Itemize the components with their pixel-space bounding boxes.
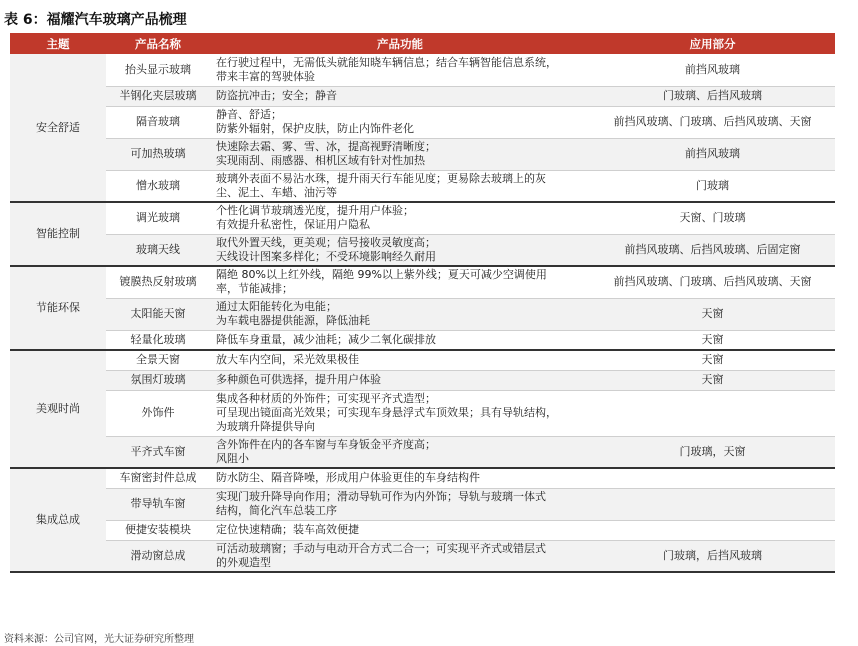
header-topic: 主题 bbox=[10, 33, 106, 54]
product-function-cell bbox=[210, 138, 590, 170]
topic-cell: 节能环保 bbox=[10, 266, 106, 350]
application-cell: 天窗 bbox=[590, 370, 835, 390]
function-line: 玻璃外表面不易沾水珠，提升雨天行车能见度；更易除去玻璃上的灰 bbox=[216, 171, 546, 185]
function-line: 放大车内空间，采光效果极佳 bbox=[216, 353, 359, 367]
table-row bbox=[10, 266, 835, 298]
table-row bbox=[10, 86, 835, 106]
function-line: 天线设计图案多样化；不受环境影响经久耐用 bbox=[216, 249, 436, 263]
function-line: 可活动玻璃窗；手动与电动开合方式二合一；可实现平齐式或错层式 bbox=[216, 541, 546, 555]
application-cell bbox=[590, 520, 835, 540]
function-line: 集成各种材质的外饰件；可实现平齐式造型； bbox=[216, 392, 436, 405]
product-name-cell: 憎水玻璃 bbox=[106, 170, 210, 202]
application-cell: 天窗 bbox=[590, 330, 835, 350]
function-line: 静音、舒适； bbox=[216, 108, 282, 121]
table-row bbox=[10, 540, 835, 572]
table-row bbox=[10, 138, 835, 170]
function-line: 通过太阳能转化为电能； bbox=[216, 300, 337, 313]
product-table bbox=[10, 33, 835, 573]
product-function-cell bbox=[210, 54, 590, 86]
function-line: 防水防尘、隔音降噪，形成用户体验更佳的车身结构件 bbox=[216, 471, 480, 485]
topic-cell: 集成总成 bbox=[10, 468, 106, 572]
product-function-cell bbox=[210, 488, 590, 520]
function-line: 定位快速精确；装车高效便捷 bbox=[216, 523, 359, 536]
table-row bbox=[10, 488, 835, 520]
product-function-cell bbox=[210, 370, 590, 390]
application-cell: 前挡风玻璃、后挡风玻璃、后固定窗 bbox=[590, 234, 835, 266]
function-line: 为玻璃升降提供导向 bbox=[216, 420, 315, 433]
product-function-cell bbox=[210, 520, 590, 540]
product-function-cell bbox=[210, 170, 590, 202]
topic-cell: 安全舒适 bbox=[10, 54, 106, 202]
product-name-cell: 隔音玻璃 bbox=[106, 106, 210, 138]
table-row bbox=[10, 468, 835, 488]
function-line: 结构，简化汽车总装工序 bbox=[216, 504, 337, 517]
table-row bbox=[10, 370, 835, 390]
header-product-function: 产品功能 bbox=[210, 33, 590, 54]
application-cell: 门玻璃，天窗 bbox=[590, 436, 835, 468]
source-note: 资料来源：公司官网，光大证券研究所整理 bbox=[4, 634, 194, 645]
product-function-cell bbox=[210, 350, 590, 370]
function-line: 尘、泥土、车蜡、油污等 bbox=[216, 185, 337, 199]
header-row bbox=[10, 33, 835, 54]
product-function-cell bbox=[210, 468, 590, 488]
product-name-cell: 半钢化夹层玻璃 bbox=[106, 86, 210, 106]
function-line: 带来丰富的驾驶体验 bbox=[216, 69, 315, 83]
application-cell bbox=[590, 488, 835, 520]
function-line: 多种颜色可供选择，提升用户体验 bbox=[216, 373, 381, 386]
application-cell: 前挡风玻璃 bbox=[590, 54, 835, 86]
product-name-cell: 太阳能天窗 bbox=[106, 298, 210, 330]
application-cell: 门玻璃，后挡风玻璃 bbox=[590, 540, 835, 572]
table-row bbox=[10, 520, 835, 540]
product-function-cell bbox=[210, 390, 590, 436]
product-function-cell bbox=[210, 202, 590, 234]
product-name-cell: 平齐式车窗 bbox=[106, 436, 210, 468]
function-line: 率，节能减排； bbox=[216, 282, 293, 296]
header-product-name: 产品名称 bbox=[106, 33, 210, 54]
product-function-cell bbox=[210, 266, 590, 298]
application-cell: 前挡风玻璃、门玻璃、后挡风玻璃、天窗 bbox=[590, 106, 835, 138]
application-cell: 前挡风玻璃 bbox=[590, 138, 835, 170]
header-application: 应用部分 bbox=[590, 33, 835, 54]
product-name-cell: 调光玻璃 bbox=[106, 202, 210, 234]
function-line: 防紫外辐射，保护皮肤，防止内饰件老化 bbox=[216, 122, 414, 135]
table-title: 表 6：福耀汽车玻璃产品梳理 bbox=[4, 12, 187, 28]
product-function-cell bbox=[210, 436, 590, 468]
application-cell: 门玻璃、后挡风玻璃 bbox=[590, 86, 835, 106]
table-row bbox=[10, 106, 835, 138]
product-function-cell bbox=[210, 106, 590, 138]
function-line: 含外饰件在内的各车窗与车身钣金平齐度高； bbox=[216, 437, 436, 451]
product-function-cell bbox=[210, 298, 590, 330]
product-name-cell: 滑动窗总成 bbox=[106, 540, 210, 572]
table-row bbox=[10, 202, 835, 234]
application-cell: 天窗 bbox=[590, 350, 835, 370]
function-line: 的外观造型 bbox=[216, 555, 271, 569]
product-name-cell: 带导轨车窗 bbox=[106, 488, 210, 520]
table-row bbox=[10, 170, 835, 202]
function-line: 个性化调节玻璃透光度，提升用户体验； bbox=[216, 204, 414, 218]
application-cell: 天窗 bbox=[590, 298, 835, 330]
function-line: 实现雨刮、雨感器、相机区域有针对性加热 bbox=[216, 154, 425, 167]
table-row bbox=[10, 436, 835, 468]
application-cell: 门玻璃 bbox=[590, 170, 835, 202]
function-line: 快速除去霜、雾、雪、冰，提高视野清晰度； bbox=[216, 140, 436, 153]
product-name-cell: 镀膜热反射玻璃 bbox=[106, 266, 210, 298]
product-name-cell: 全景天窗 bbox=[106, 350, 210, 370]
table-row bbox=[10, 330, 835, 350]
function-line: 为车载电器提供能源，降低油耗 bbox=[216, 314, 370, 327]
product-name-cell: 轻量化玻璃 bbox=[106, 330, 210, 350]
product-function-cell bbox=[210, 330, 590, 350]
function-line: 可呈现出镜面高光效果；可实现车身悬浮式车顶效果；具有导轨结构， bbox=[216, 406, 557, 419]
function-line: 风阻小 bbox=[216, 451, 249, 465]
product-name-cell: 外饰件 bbox=[106, 390, 210, 436]
function-line: 在行驶过程中，无需低头就能知晓车辆信息；结合车辆智能信息系统， bbox=[216, 55, 557, 69]
function-line: 降低车身重量，减少油耗；减少二氧化碳排放 bbox=[216, 332, 436, 346]
function-line: 实现门玻升降导向作用；滑动导轨可作为内外饰；导轨与玻璃一体式 bbox=[216, 490, 546, 503]
product-name-cell: 车窗密封件总成 bbox=[106, 468, 210, 488]
product-function-cell bbox=[210, 86, 590, 106]
table-row bbox=[10, 298, 835, 330]
table-row bbox=[10, 390, 835, 436]
topic-cell: 美观时尚 bbox=[10, 350, 106, 468]
topic-cell: 智能控制 bbox=[10, 202, 106, 266]
table-body bbox=[10, 54, 835, 572]
application-cell bbox=[590, 468, 835, 488]
table-row bbox=[10, 234, 835, 266]
function-line: 有效提升私密性，保证用户隐私 bbox=[216, 218, 370, 232]
product-function-cell bbox=[210, 540, 590, 572]
product-name-cell: 便捷安装模块 bbox=[106, 520, 210, 540]
function-line: 防盗抗冲击；安全；静音 bbox=[216, 89, 337, 102]
application-cell: 前挡风玻璃、门玻璃、后挡风玻璃、天窗 bbox=[590, 266, 835, 298]
product-name-cell: 可加热玻璃 bbox=[106, 138, 210, 170]
table-row bbox=[10, 54, 835, 86]
table-row bbox=[10, 350, 835, 370]
product-name-cell: 玻璃天线 bbox=[106, 234, 210, 266]
function-line: 隔绝 80%以上红外线，隔绝 99%以上紫外线；夏天可减少空调使用 bbox=[216, 268, 547, 282]
function-line: 取代外置天线，更美观；信号接收灵敏度高； bbox=[216, 235, 436, 249]
application-cell: 天窗、门玻璃 bbox=[590, 202, 835, 234]
product-name-cell: 抬头显示玻璃 bbox=[106, 54, 210, 86]
application-cell bbox=[590, 390, 835, 436]
product-function-cell bbox=[210, 234, 590, 266]
product-name-cell: 氛围灯玻璃 bbox=[106, 370, 210, 390]
